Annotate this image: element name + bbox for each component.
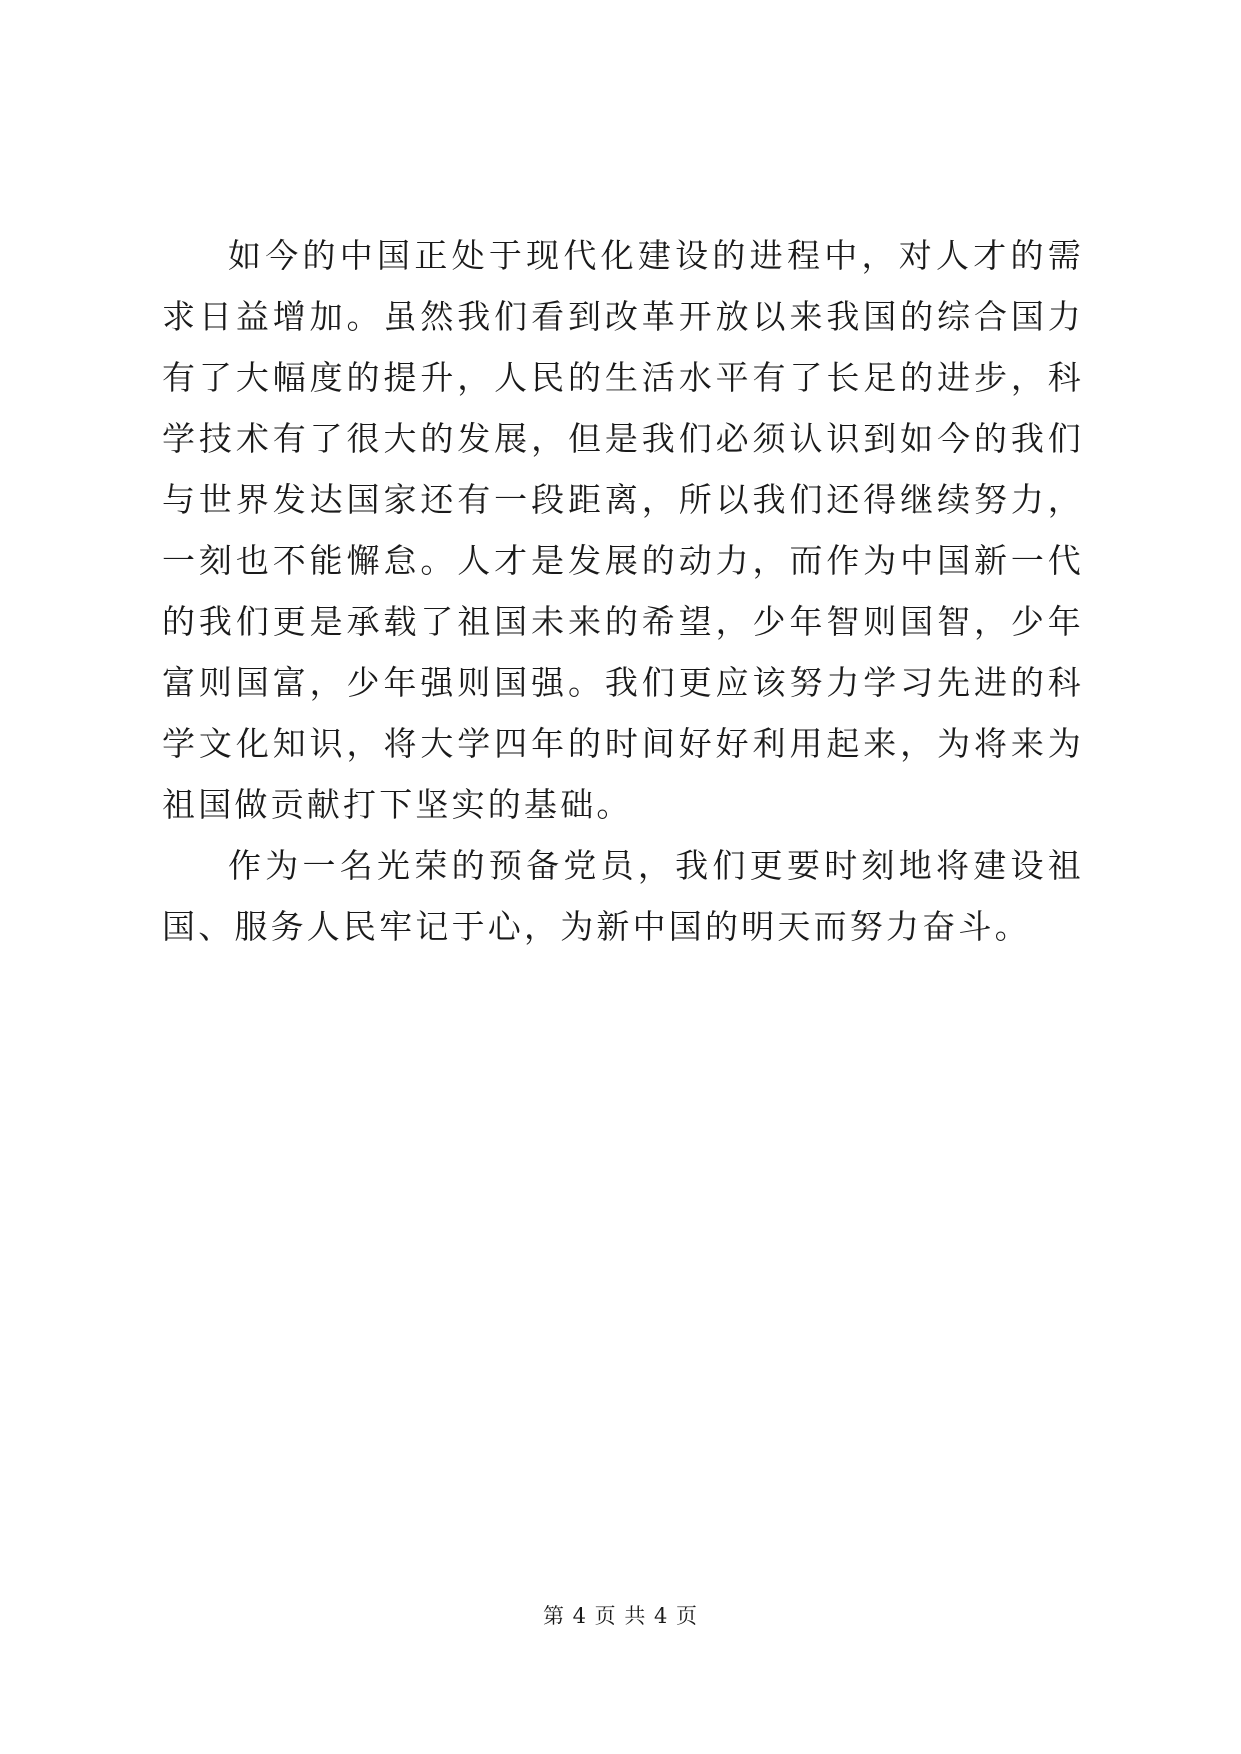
paragraph-1: 如今的中国正处于现代化建设的进程中，对人才的需求日益增加。虽然我们看到改革开放以来我国的综合国力有了大幅度的提升，人民的生活水平有了长足的进步，科学技术有了很大的发展，但是我们必须认识到如今的我们与世界发达国家还有一段距离，所以我们还得继续努力，一刻也不能懈怠。人才是发展的动力，而作为中国新一代的我们更是承载了祖国未来的希望，少年智则国智，少年富则国富，少年强则国强。我们更应该努力学习先进的科学文化知识，将大学四年的时间好好利用起来，为将来为祖国做贡献打下坚实的基础。: [162, 236, 1084, 824]
page-number-footer: 第 4 页 共 4 页: [542, 1604, 699, 1628]
body-text: [162, 225, 1084, 957]
paragraph-2: 作为一名光荣的预备党员，我们更要时刻地将建设祖国、服务人民牢记于心，为新中国的明天而努力奋斗。: [162, 846, 1084, 946]
